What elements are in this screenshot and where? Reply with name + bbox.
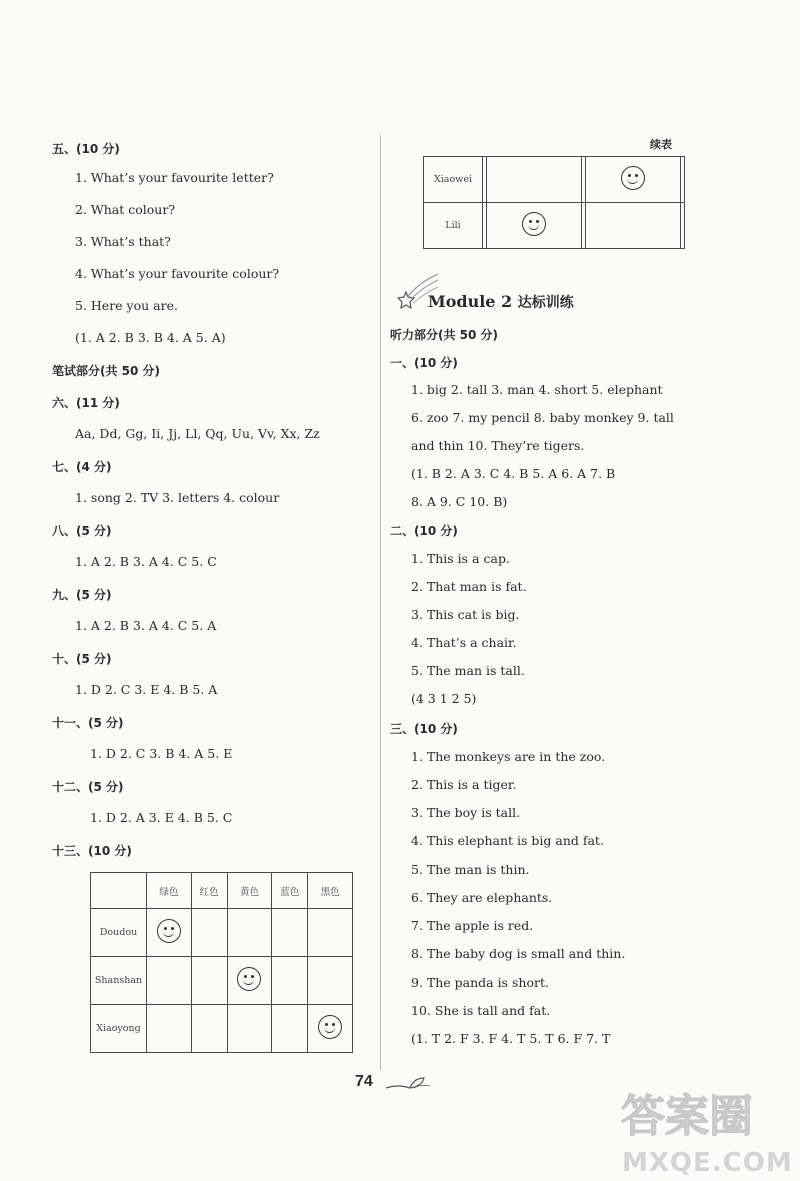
r-s1-answers-2: 8. A 9. C 10. B)	[411, 494, 508, 509]
table-cell	[585, 203, 680, 249]
watermark-logo-text: 答案圈	[621, 1091, 753, 1142]
row-name-lili: Lili	[424, 203, 483, 249]
table-cell	[191, 909, 227, 957]
header-yellow: 黄色	[227, 873, 272, 909]
table-cell	[681, 157, 685, 203]
row-name-xiaoyong: Xiaoyong	[91, 1005, 147, 1053]
s5-item-4: 4. What’s your favourite colour?	[75, 266, 280, 281]
r-s2-item-4: 4. That’s a chair.	[411, 635, 517, 650]
module-title-cn: 达标训练	[517, 295, 574, 311]
r-s3-item-5: 5. The man is thin.	[411, 862, 530, 877]
watermark-url: MXQE.COM	[622, 1148, 793, 1178]
s8-text: 1. A 2. B 3. A 4. C 5. C	[75, 554, 217, 569]
table-cell	[227, 957, 272, 1005]
table-cell	[681, 203, 685, 249]
header-black: 黑色	[308, 873, 353, 909]
r-s3-item-6: 6. They are elephants.	[411, 890, 553, 905]
table-cell	[191, 1005, 227, 1053]
s5-item-1: 1. What’s your favourite letter?	[75, 170, 274, 185]
r-s1-line-1: 1. big 2. tall 3. man 4. short 5. elephant	[411, 382, 663, 397]
s5-answers: (1. A 2. B 3. B 4. A 5. A)	[75, 330, 226, 345]
section-13-title: 十三、(10 分)	[52, 844, 132, 858]
r-s3-answers: (1. T 2. F 3. F 4. T 5. T 6. F 7. T	[411, 1031, 611, 1046]
smiley-icon	[318, 1015, 342, 1039]
r-s3-item-4: 4. This elephant is big and fat.	[411, 833, 604, 848]
r-section-1-title: 一、(10 分)	[390, 356, 458, 370]
s6-text: Aa, Dd, Gg, Ii, Jj, Ll, Qq, Uu, Vv, Xx, Zz	[75, 426, 320, 441]
section-11-title: 十一、(5 分)	[52, 716, 124, 730]
r-s3-item-2: 2. This is a tiger.	[411, 777, 517, 792]
r-s3-item-10: 10. She is tall and fat.	[411, 1003, 551, 1018]
r-s2-item-2: 2. That man is fat.	[411, 579, 527, 594]
module-title	[428, 292, 574, 312]
continued-color-table	[423, 156, 685, 249]
s5-item-2: 2. What colour?	[75, 202, 176, 217]
section-9-title: 九、(5 分)	[52, 588, 112, 602]
r-s3-item-8: 8. The baby dog is small and thin.	[411, 946, 626, 961]
section-5-title: 五、(10 分)	[52, 142, 120, 156]
section-6-title: 六、(11 分)	[52, 396, 120, 410]
r-section-2-title: 二、(10 分)	[390, 524, 458, 538]
r-s2-answers: (4 3 1 2 5)	[411, 691, 477, 706]
s5-item-5: 5. Here you are.	[75, 298, 178, 313]
r-s1-line-3: and thin 10. They’re tigers.	[411, 438, 585, 453]
header-red: 红色	[191, 873, 227, 909]
smiley-icon	[237, 967, 261, 991]
table-cell	[147, 1005, 192, 1053]
row-name-xiaowei: Xiaowei	[424, 157, 483, 203]
color-table	[90, 872, 353, 1053]
table-cell	[272, 1005, 308, 1053]
row-name-shanshan: Shanshan	[91, 957, 147, 1005]
page-number: 74	[355, 1073, 373, 1090]
table-cell	[272, 957, 308, 1005]
r-s2-item-1: 1. This is a cap.	[411, 551, 510, 566]
s11-text: 1. D 2. C 3. B 4. A 5. E	[90, 746, 233, 761]
header-green: 绿色	[147, 873, 192, 909]
column-divider	[380, 135, 381, 1070]
header-blue: 蓝色	[272, 873, 308, 909]
table-cell	[191, 957, 227, 1005]
table-cell	[227, 909, 272, 957]
s7-text: 1. song 2. TV 3. letters 4. colour	[75, 490, 280, 505]
s9-text: 1. A 2. B 3. A 4. C 5. A	[75, 618, 217, 633]
r-s1-answers-1: (1. B 2. A 3. C 4. B 5. A 6. A 7. B	[411, 466, 616, 481]
color-table-corner	[91, 873, 147, 909]
table-cell	[147, 957, 192, 1005]
table-cell	[227, 1005, 272, 1053]
table-cell	[147, 909, 192, 957]
r-s3-item-7: 7. The apple is red.	[411, 918, 534, 933]
r-s2-item-3: 3. This cat is big.	[411, 607, 520, 622]
listening-part-heading: 听力部分(共 50 分)	[390, 328, 499, 342]
section-8-title: 八、(5 分)	[52, 524, 112, 538]
module-title-en: Module 2	[428, 292, 513, 311]
watermark-logo	[615, 1085, 785, 1145]
table-cell	[272, 909, 308, 957]
row-name-doudou: Doudou	[91, 909, 147, 957]
table-cell	[308, 909, 353, 957]
table-cell	[308, 957, 353, 1005]
r-s1-line-2: 6. zoo 7. my pencil 8. baby monkey 9. tall	[411, 410, 674, 425]
r-s2-item-5: 5. The man is tall.	[411, 663, 525, 678]
section-12-title: 十二、(5 分)	[52, 780, 124, 794]
table-cell	[486, 203, 581, 249]
smiley-icon	[621, 166, 645, 190]
table-cell	[308, 1005, 353, 1053]
r-s3-item-9: 9. The panda is short.	[411, 975, 549, 990]
s10-text: 1. D 2. C 3. E 4. B 5. A	[75, 682, 218, 697]
sprout-icon	[384, 1074, 434, 1094]
smiley-icon	[157, 919, 181, 943]
r-section-3-title: 三、(10 分)	[390, 722, 458, 736]
r-s3-item-3: 3. The boy is tall.	[411, 805, 521, 820]
written-part-heading: 笔试部分(共 50 分)	[52, 364, 161, 378]
r-s3-item-1: 1. The monkeys are in the zoo.	[411, 749, 606, 764]
table-cell	[585, 157, 680, 203]
section-7-title: 七、(4 分)	[52, 460, 112, 474]
section-10-title: 十、(5 分)	[52, 652, 112, 666]
smiley-icon	[522, 212, 546, 236]
table-cell	[486, 157, 581, 203]
s5-item-3: 3. What’s that?	[75, 234, 171, 249]
s12-text: 1. D 2. A 3. E 4. B 5. C	[90, 810, 233, 825]
continued-label: 续表	[650, 138, 672, 151]
